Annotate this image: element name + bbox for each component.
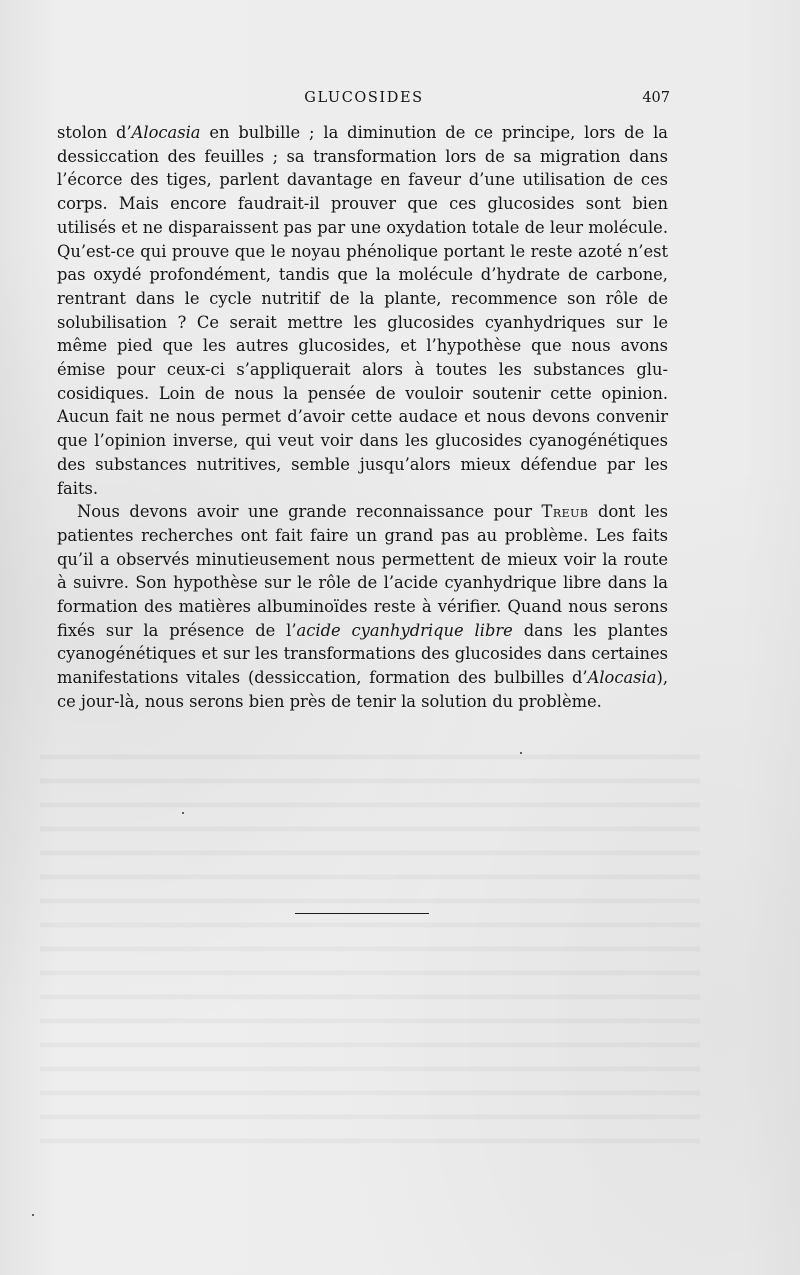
author-name: Treub	[541, 502, 589, 522]
text-run: en bulbille ; la diminution de ce principe, lors de la dessiccation des feuilles ; sa transformation lors de sa migration dans l’écorce des tiges, parlent davantage en faveur d’une utilisation de ces corps. Mais encore faudrait-il prouver que ces glucosides sont bien utilisés et ne disparaissent pas par une oxydation totale de leur molécule. Qu’est-ce qui prouve que le noyau phénolique portant le reste azoté n’est pas oxydé profondément, tandis que la molécule d’hydrate de carbone, rentrant dans le cycle nutritif de la plante, recommence son rôle de solubilisation ? Ce serait mettre les glucosides cyanhydriques sur le même pied que les autres glucosides, et l’hypothèse que nous avons émise pour ceux-ci s’appliquerait alors à toutes les substances glucosidiques. Loin de nous la pensée de vouloir soutenir cette opinion. Aucun fait ne nous permet d’avoir cette audace et nous devons convenir que l’opinion inverse, qui veut voir dans les glucosides cyanogénétiques des substances nutritives, semble jusqu’alors mieux défendue par les faits.	[57, 123, 668, 498]
text-run: ), ce jour-là, nous serons bien près de tenir la solution du problème.	[57, 668, 668, 711]
italic-term: Alocasia	[587, 668, 657, 688]
show-through-texture	[40, 740, 700, 1160]
text-run: Nous devons avoir une grande reconnaissance pour	[77, 502, 542, 522]
page-number: 407	[642, 90, 670, 106]
running-title: GLUCOSIDES	[304, 90, 424, 106]
ink-speck	[182, 812, 184, 814]
paragraph-2	[57, 500, 668, 713]
section-end-rule	[295, 913, 429, 914]
body-text	[57, 121, 668, 714]
text-run: stolon d’	[57, 123, 132, 142]
italic-term: Alocasia	[131, 123, 201, 142]
running-head	[56, 90, 670, 114]
ink-speck	[32, 1214, 34, 1216]
italic-term: acide cyanhydrique libre	[296, 620, 513, 640]
text-run: dans les plantes cyanogénétiques et sur les transformations des glucosides dans certaines manifestations vitales (dessiccation, formation des bulbilles d’	[57, 620, 668, 688]
paragraph-1	[57, 121, 668, 500]
text-run: dont les patientes recherches ont fait faire un grand pas au problème. Les faits qu’il a observés minutieusement nous permettent de mieux voir la route à suivre. Son hypothèse sur le rôle de l’acide cyanhydrique libre dans la formation des matières albuminoïdes reste à vérifier. Quand nous serons fixés sur la présence de l’	[57, 502, 668, 640]
ink-speck	[520, 752, 522, 754]
